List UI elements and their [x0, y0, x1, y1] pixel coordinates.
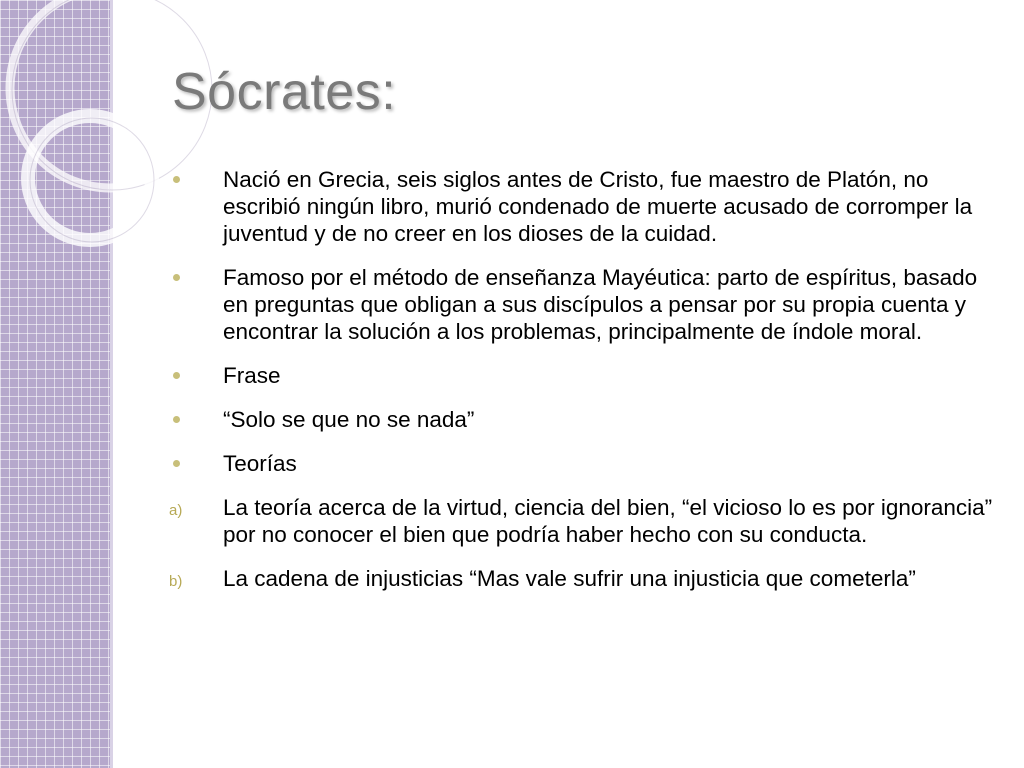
list-item-text: “Solo se que no se nada” [223, 407, 475, 432]
list-item [165, 450, 1000, 477]
bullet-dot-icon [173, 274, 180, 281]
decorative-sidebar [0, 0, 113, 768]
bullet-marker [165, 450, 215, 477]
list-item-text: Famoso por el método de enseñanza Mayéutica: parto de espíritus, basado en preguntas que obligan a sus discípulos a pensar por su propia cuenta y encontrar la solución a los problemas, principalmente de índole moral. [223, 265, 978, 344]
list-item-text: La cadena de injusticias “Mas vale sufrir una injusticia que cometerla” [223, 566, 916, 591]
bullet-dot-icon [173, 372, 180, 379]
list-item-text: La teoría acerca de la virtud, ciencia del bien, “el vicioso lo es por ignorancia” por no conocer el bien que podría haber hecho con su conducta. [223, 495, 993, 547]
list-letter: a) [169, 502, 183, 519]
bullet-marker [165, 264, 215, 291]
list-item [165, 494, 1000, 548]
bullet-list [165, 166, 1000, 609]
sidebar-edge [110, 0, 113, 768]
list-letter: b) [169, 573, 183, 590]
list-item [165, 565, 1000, 592]
slide-title: Sócrates: [172, 63, 397, 121]
list-item [165, 166, 1000, 247]
list-item-text: Teorías [223, 451, 297, 476]
bullet-dot-icon [173, 416, 180, 423]
bullet-dot-icon [173, 176, 180, 183]
list-item [165, 264, 1000, 345]
list-item [165, 362, 1000, 389]
bullet-marker [165, 494, 215, 521]
list-item-text: Frase [223, 363, 281, 388]
list-item [165, 406, 1000, 433]
bullet-marker [165, 166, 215, 193]
bullet-marker [165, 406, 215, 433]
bullet-marker [165, 565, 215, 592]
bullet-marker [165, 362, 215, 389]
bullet-dot-icon [173, 460, 180, 467]
list-item-text: Nació en Grecia, seis siglos antes de Cristo, fue maestro de Platón, no escribió ningún libro, murió condenado de muerte acusado de corromper la juventud y de no creer en los dioses de la cuidad. [223, 167, 973, 246]
